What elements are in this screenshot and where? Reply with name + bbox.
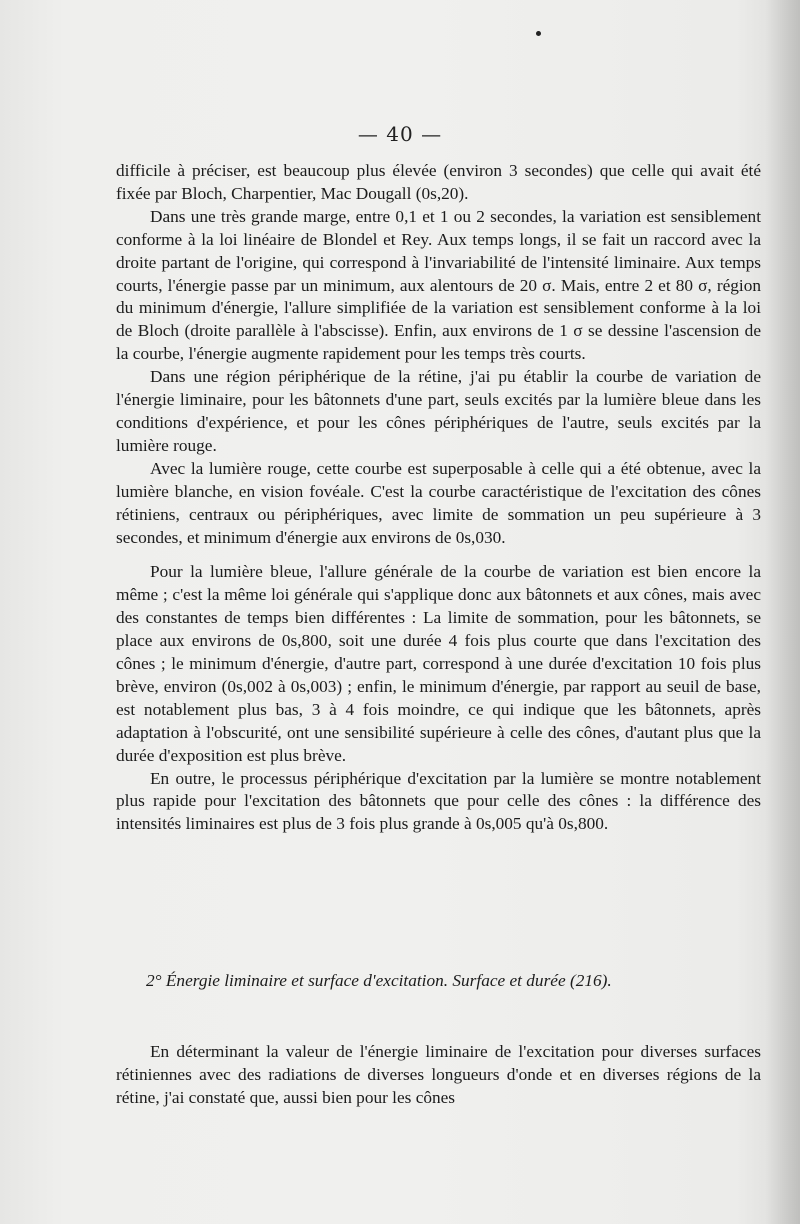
body-text — [116, 160, 761, 836]
paragraph: En outre, le processus périphérique d'excitation par la lumière se montre notablement plus rapide pour l'excitation des bâtonnets que pour celle des cônes : la différence des intensités liminaires est plus de 3 fois plus grande à 0s,005 qu'à 0s,800. — [116, 768, 761, 834]
section-heading-text: 2° Énergie liminaire et surface d'excitation. Surface et durée (216). — [146, 971, 612, 990]
paragraph: Dans une région périphérique de la rétine, j'ai pu établir la courbe de variation de l'énergie liminaire, pour les bâtonnets d'une part, seuls excités par la lumière bleue dans les conditions d'expérience, et pour les cônes périphériques de l'autre, seuls excités par la lumière rouge. — [116, 367, 761, 455]
page-edge-shadow — [766, 0, 800, 1224]
page-number: — 40 — — [357, 122, 443, 146]
paragraph: Pour la lumière bleue, l'allure générale de la courbe de variation est bien encore la même ; c'est la même loi générale qui s'applique donc aux bâtonnets et aux cônes, mais avec des constantes de temps bien différentes : La limite de sommation, pour les bâtonnets, se place aux environs de 0s,800, soit une durée 4 fois plus courte que dans l'excitation des cônes ; le minimum d'énergie, d'autre part, correspond à une durée d'excitation 10 fois plus brève, environ (0s,002 à 0s,003) ; enfin, le minimum d'énergie, par rapport au seuil de base, est notablement plus bas, 3 à 4 fois moindre, ce qui indique que les bâtonnets, après adaptation à l'obscurité, ont une sensibilité supérieure à celle des cônes, d'autant plus que la durée d'exposition est plus brève. — [116, 562, 761, 765]
paragraph: Avec la lumière rouge, cette courbe est superposable à celle qui a été obtenue, avec la lumière blanche, en vision fovéale. C'est la courbe caractéristique de l'excitation des cônes rétiniens, centraux ou périphériques, avec limite de sommation un peu supérieure à 3 secondes, et minimum d'énergie aux environs de 0s,030. — [116, 458, 761, 547]
paragraph: Dans une très grande marge, entre 0,1 et 1 ou 2 secondes, la variation est sensiblement conforme à la loi linéaire de Blondel et Rey. Aux temps longs, il se fait un raccord avec la droite partant de l'origine, qui correspond à l'invariabilité de l'intensité liminaire. Aux temps courts, l'énergie passe par un minimum, aux alentours de 20 σ. Mais, entre 2 et 80 σ, région du minimum d'énergie, l'allure simplifiée de la variation est sensiblement conforme à la loi de Bloch (droite parallèle à l'abscisse). Enfin, aux environs de 1 σ se dessine l'ascension de la courbe, l'énergie augmente rapidement pour les temps très courts. — [116, 206, 761, 364]
section-heading — [146, 970, 766, 993]
paragraph: En déterminant la valeur de l'énergie liminaire de l'excitation pour diverses surfaces rétiniennes avec des radiations de diverses longueurs d'onde et en diverses régions de la rétine, j'ai constaté que, aussi bien pour les cônes — [116, 1042, 761, 1107]
ink-dot — [536, 31, 541, 36]
paragraph: difficile à préciser, est beaucoup plus élevée (environ 3 secondes) que celle qui avait été fixée par Bloch, Charpentier, Mac Dougall (0s,20). — [116, 161, 761, 203]
section-body-text — [116, 1041, 761, 1110]
